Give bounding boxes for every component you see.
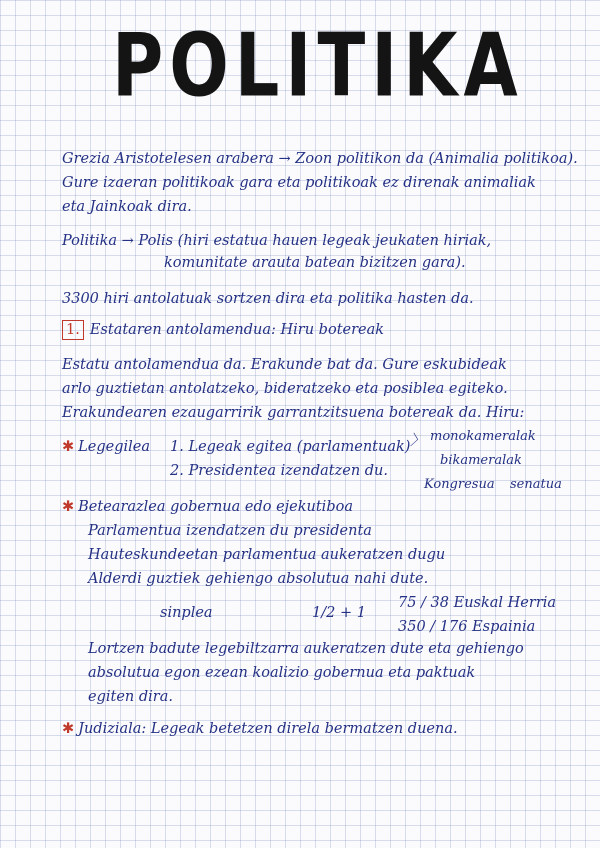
judiziala-item <box>62 720 458 738</box>
brace-icon: 〉 <box>410 433 425 449</box>
text-line: absolutua egon ezean koalizio gobernua eta paktuak <box>88 665 476 681</box>
text-line: eta Jainkoak dira. <box>62 199 192 215</box>
betearazlea-label: Betearazlea gobernua edo ejekutiboa <box>78 499 353 515</box>
text-line: 1/2 + 1 <box>312 605 366 621</box>
text-line: Kongresua <box>424 477 495 492</box>
asterisk-icon: ✱ <box>62 439 75 455</box>
legegilea-label: Legegilea <box>78 439 151 455</box>
page-title: POLITIKA <box>112 14 524 117</box>
text-line: Erakundearen ezaugarririk garrantzitsuena botereak da. Hiru: <box>62 405 525 421</box>
text-line: Estatu antolamendua da. Erakunde bat da. Gure eskubideak <box>62 357 507 373</box>
text-line: monokameralak <box>430 429 536 444</box>
text-line: egiten dira. <box>88 689 173 705</box>
betearazlea-item <box>62 498 353 516</box>
section-heading-text: Estataren antolamendua: Hiru botereak <box>89 322 385 338</box>
section-heading <box>62 320 384 340</box>
text-line: 350 / 176 Espainia <box>398 619 536 635</box>
text-line: 3300 hiri antolatuak sortzen dira eta politika hasten da. <box>62 291 474 307</box>
text-line: 2. Presidentea izendatzen du. <box>170 463 389 479</box>
text-line: 75 / 38 Euskal Herria <box>398 595 557 611</box>
text-line: senatua <box>510 477 562 492</box>
text-line: Alderdi guztiek gehiengo absolutua nahi dute. <box>88 571 429 587</box>
text-line: bikameralak <box>440 453 522 468</box>
text-line: Lortzen badute legebiltzarra aukeratzen dute eta gehiengo <box>88 641 524 657</box>
text-line: arlo guztietan antolatzeko, bideratzeko eta posiblea egiteko. <box>62 381 508 397</box>
text-line: Gure izaeran politikoak gara eta politikoak ez direnak animaliak <box>62 175 536 191</box>
section-number: 1. <box>62 320 84 340</box>
asterisk-icon: ✱ <box>62 721 75 737</box>
judiziala-text: Judiziala: Legeak betetzen direla bermatzen duena. <box>78 721 458 737</box>
text-line: sinplea <box>160 605 213 621</box>
text-line: 1. Legeak egitea (parlamentuak) <box>170 439 411 455</box>
asterisk-icon: ✱ <box>62 499 75 515</box>
text-line: Hauteskundeetan parlamentua aukeratzen dugu <box>88 547 446 563</box>
text-line: komunitate arauta batean bizitzen gara). <box>164 255 466 271</box>
legegilea-item <box>62 438 150 456</box>
text-line: Politika → Polis (hiri estatua hauen legeak jeukaten hiriak, <box>62 233 492 249</box>
text-line: Parlamentua izendatzen du presidenta <box>88 523 372 539</box>
text-line: Grezia Aristotelesen arabera → Zoon politikon da (Animalia politikoa). <box>62 151 578 167</box>
